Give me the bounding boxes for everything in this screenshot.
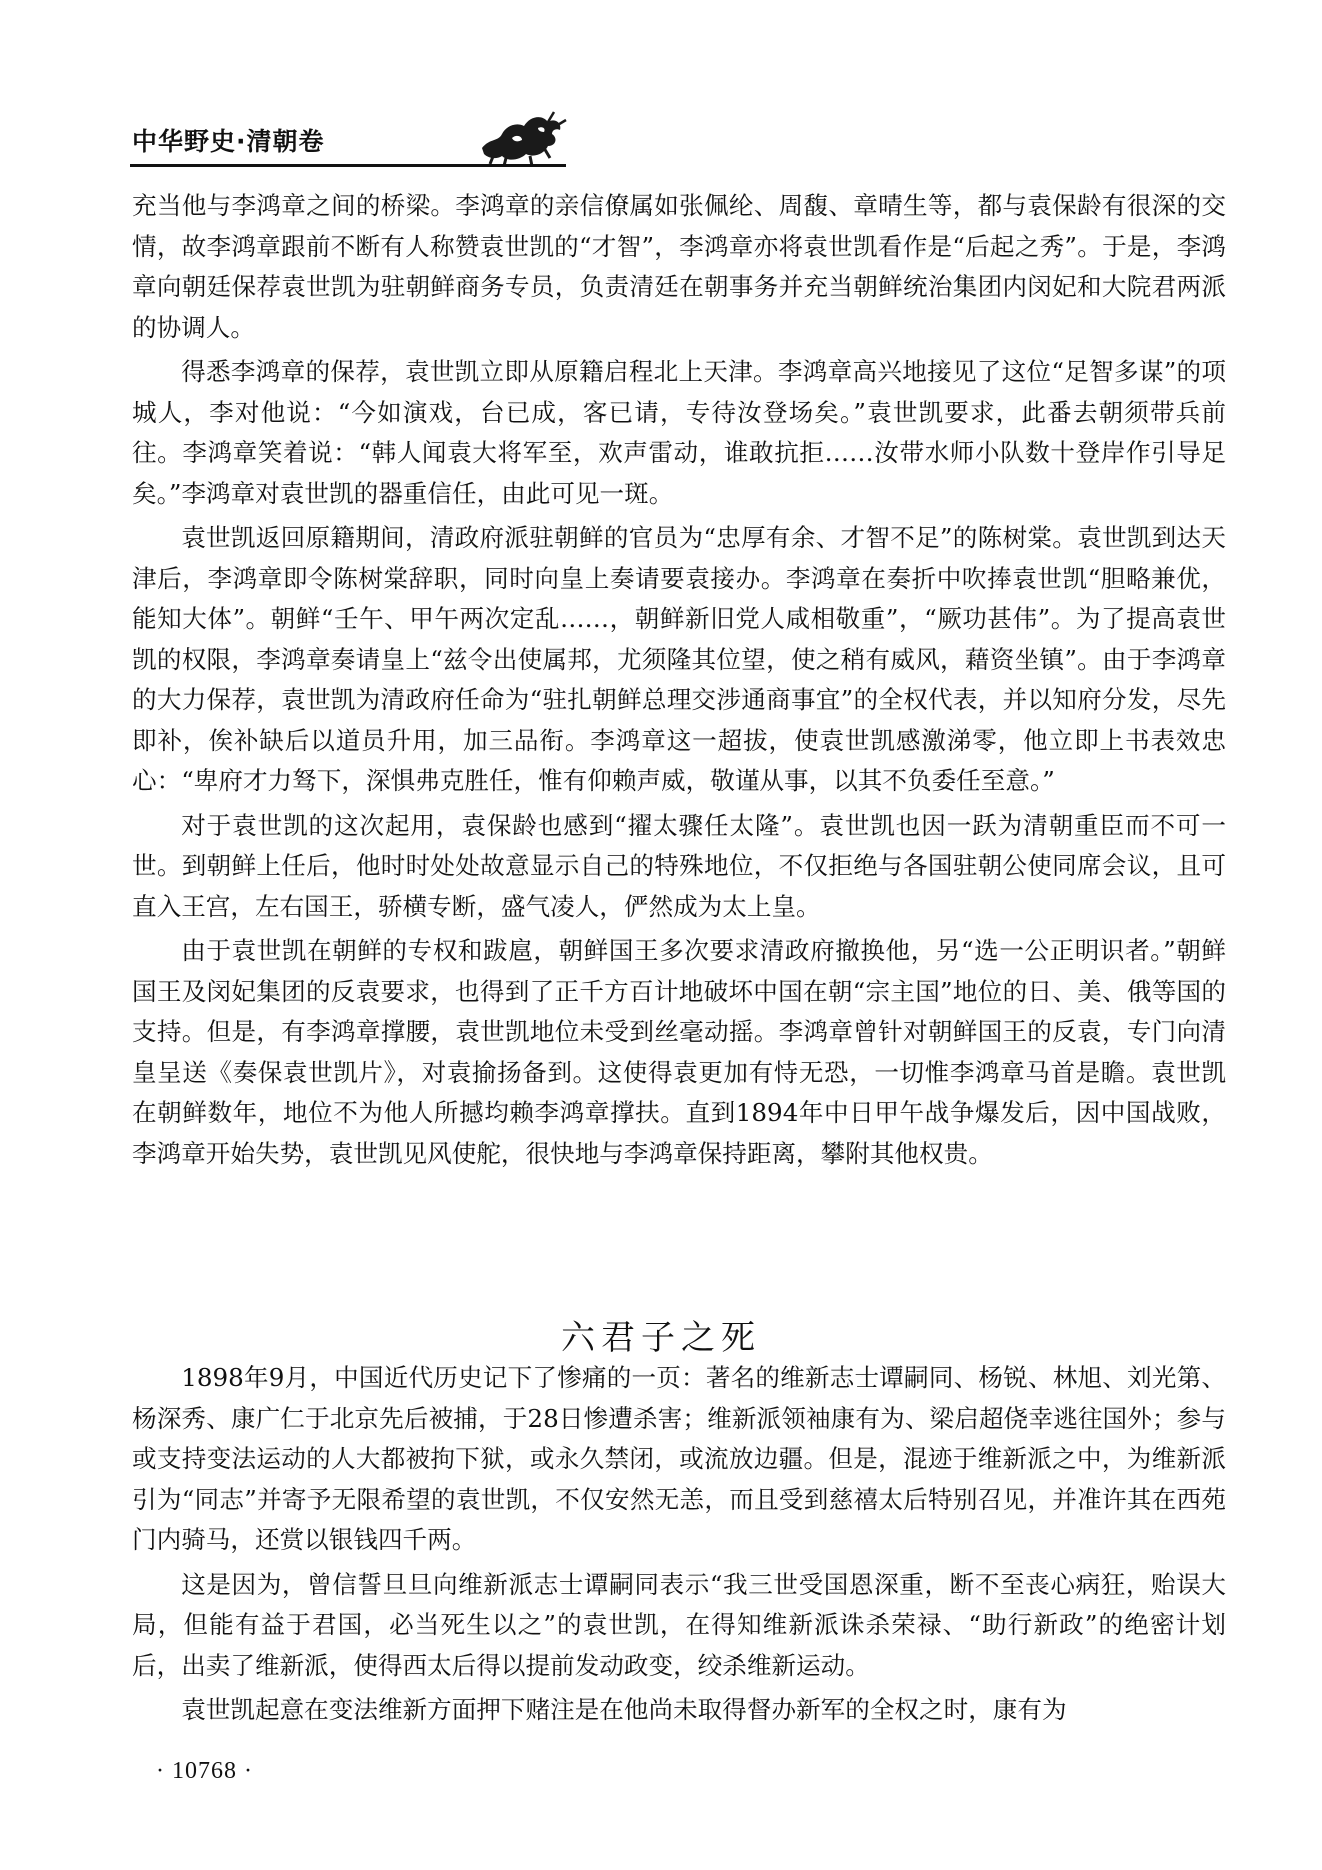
text-block-top	[132, 186, 1226, 1178]
paragraph: 对于袁世凯的这次起用，袁保龄也感到“擢太骤任太隆”。袁世凯也因一跃为清朝重臣而不可一世。到朝鲜上任后，他时时处处故意显示自己的特殊地位，不仅拒绝与各国驻朝公使同席会议，且可直入王宫，左右国王，骄横专断，盛气凌人，俨然成为太上皇。	[132, 810, 1226, 921]
dragon-emblem-icon	[472, 108, 568, 168]
paragraph: 袁世凯起意在变法维新方面押下赌注是在他尚未取得督办新军的全权之时，康有为	[181, 1695, 1067, 1724]
paragraph: 这是因为，曾信誓旦旦向维新派志士谭嗣同表示“我三世受国恩深重，断不至丧心病狂，贻误大局，但能有益于君国，必当死生以之”的袁世凯，在得知维新派诛杀荣禄、“助行新政”的绝密计划后，出卖了维新派，使得西太后得以提前发动政变，绞杀维新运动。	[132, 1569, 1226, 1680]
book-title: 中华野史·清朝卷	[132, 127, 325, 156]
paragraph: 由于袁世凯在朝鲜的专权和跋扈，朝鲜国王多次要求清政府撤换他，另“选一公正明识者。”朝鲜国王及闵妃集团的反袁要求，也得到了正千方百计地破坏中国在朝“宗主国”地位的日、美、俄等国的支持。但是，有李鸿章撑腰，袁世凯地位未受到丝毫动摇。李鸿章曾针对朝鲜国王的反袁，专门向清皇呈送《奏保袁世凯片》，对袁揄扬备到。这使得袁更加有恃无恐，一切惟李鸿章马首是瞻。袁世凯在朝鲜数年，地位不为他人所撼均赖李鸿章撑扶。直到1894年中日甲午战争爆发后，因中国战败，李鸿章开始失势，袁世凯见风使舵，很快地与李鸿章保持距离，攀附其他权贵。	[132, 936, 1226, 1168]
header-rule	[130, 164, 566, 167]
text-block-bottom	[132, 1358, 1226, 1735]
page-number: · 10768 ·	[156, 1758, 253, 1784]
paragraph: 1898年9月，中国近代历史记下了惨痛的一页：著名的维新志士谭嗣同、杨锐、林旭、刘光第、杨深秀、康广仁于北京先后被捕，于28日惨遭杀害；维新派领袖康有为、梁启超侥幸逃往国外；参与或支持变法运动的人大都被拘下狱，或永久禁闭，或流放边疆。但是，混迹于维新派之中，为维新派引为“同志”并寄予无限希望的袁世凯，不仅安然无恙，而且受到慈禧太后特别召见，并准许其在西苑门内骑马，还赏以银钱四千两。	[132, 1363, 1226, 1554]
section-heading: 六君子之死	[561, 1318, 761, 1359]
paragraph: 袁世凯返回原籍期间，清政府派驻朝鲜的官员为“忠厚有余、才智不足”的陈树棠。袁世凯到达天津后，李鸿章即令陈树棠辞职，同时向皇上奏请要袁接办。李鸿章在奏折中吹捧袁世凯“胆略兼优，能知大体”。朝鲜“壬午、甲午两次定乱……，朝鲜新旧党人咸相敬重”，“厥功甚伟”。为了提高袁世凯的权限，李鸿章奏请皇上“兹令出使属邦，尤须隆其位望，使之稍有威风，藉资坐镇”。由于李鸿章的大力保荐，袁世凯为清政府任命为“驻扎朝鲜总理交涉通商事宜”的全权代表，并以知府分发，尽先即补，俟补缺后以道员升用，加三品衔。李鸿章这一超拔，使袁世凯感激涕零，他立即上书表效忠心：“卑府才力驽下，深惧弗克胜任，惟有仰赖声威，敬谨从事，以其不负委任至意。”	[132, 523, 1226, 795]
paragraph: 充当他与李鸿章之间的桥梁。李鸿章的亲信僚属如张佩纶、周馥、章晴生等，都与袁保龄有很深的交情，故李鸿章跟前不断有人称赞袁世凯的“才智”，李鸿章亦将袁世凯看作是“后起之秀”。于是，李鸿章向朝廷保荐袁世凯为驻朝鲜商务专员，负责清廷在朝事务并充当朝鲜统治集团内闵妃和大院君两派的协调人。	[132, 191, 1226, 342]
paragraph: 得悉李鸿章的保荐，袁世凯立即从原籍启程北上天津。李鸿章高兴地接见了这位“足智多谋”的项城人，李对他说：“今如演戏，台已成，客已请，专待汝登场矣。”袁世凯要求，此番去朝须带兵前往。李鸿章笑着说：“韩人闻袁大将军至，欢声雷动，谁敢抗拒……汝带水师小队数十登岸作引导足矣。”李鸿章对袁世凯的器重信任，由此可见一斑。	[132, 357, 1226, 508]
